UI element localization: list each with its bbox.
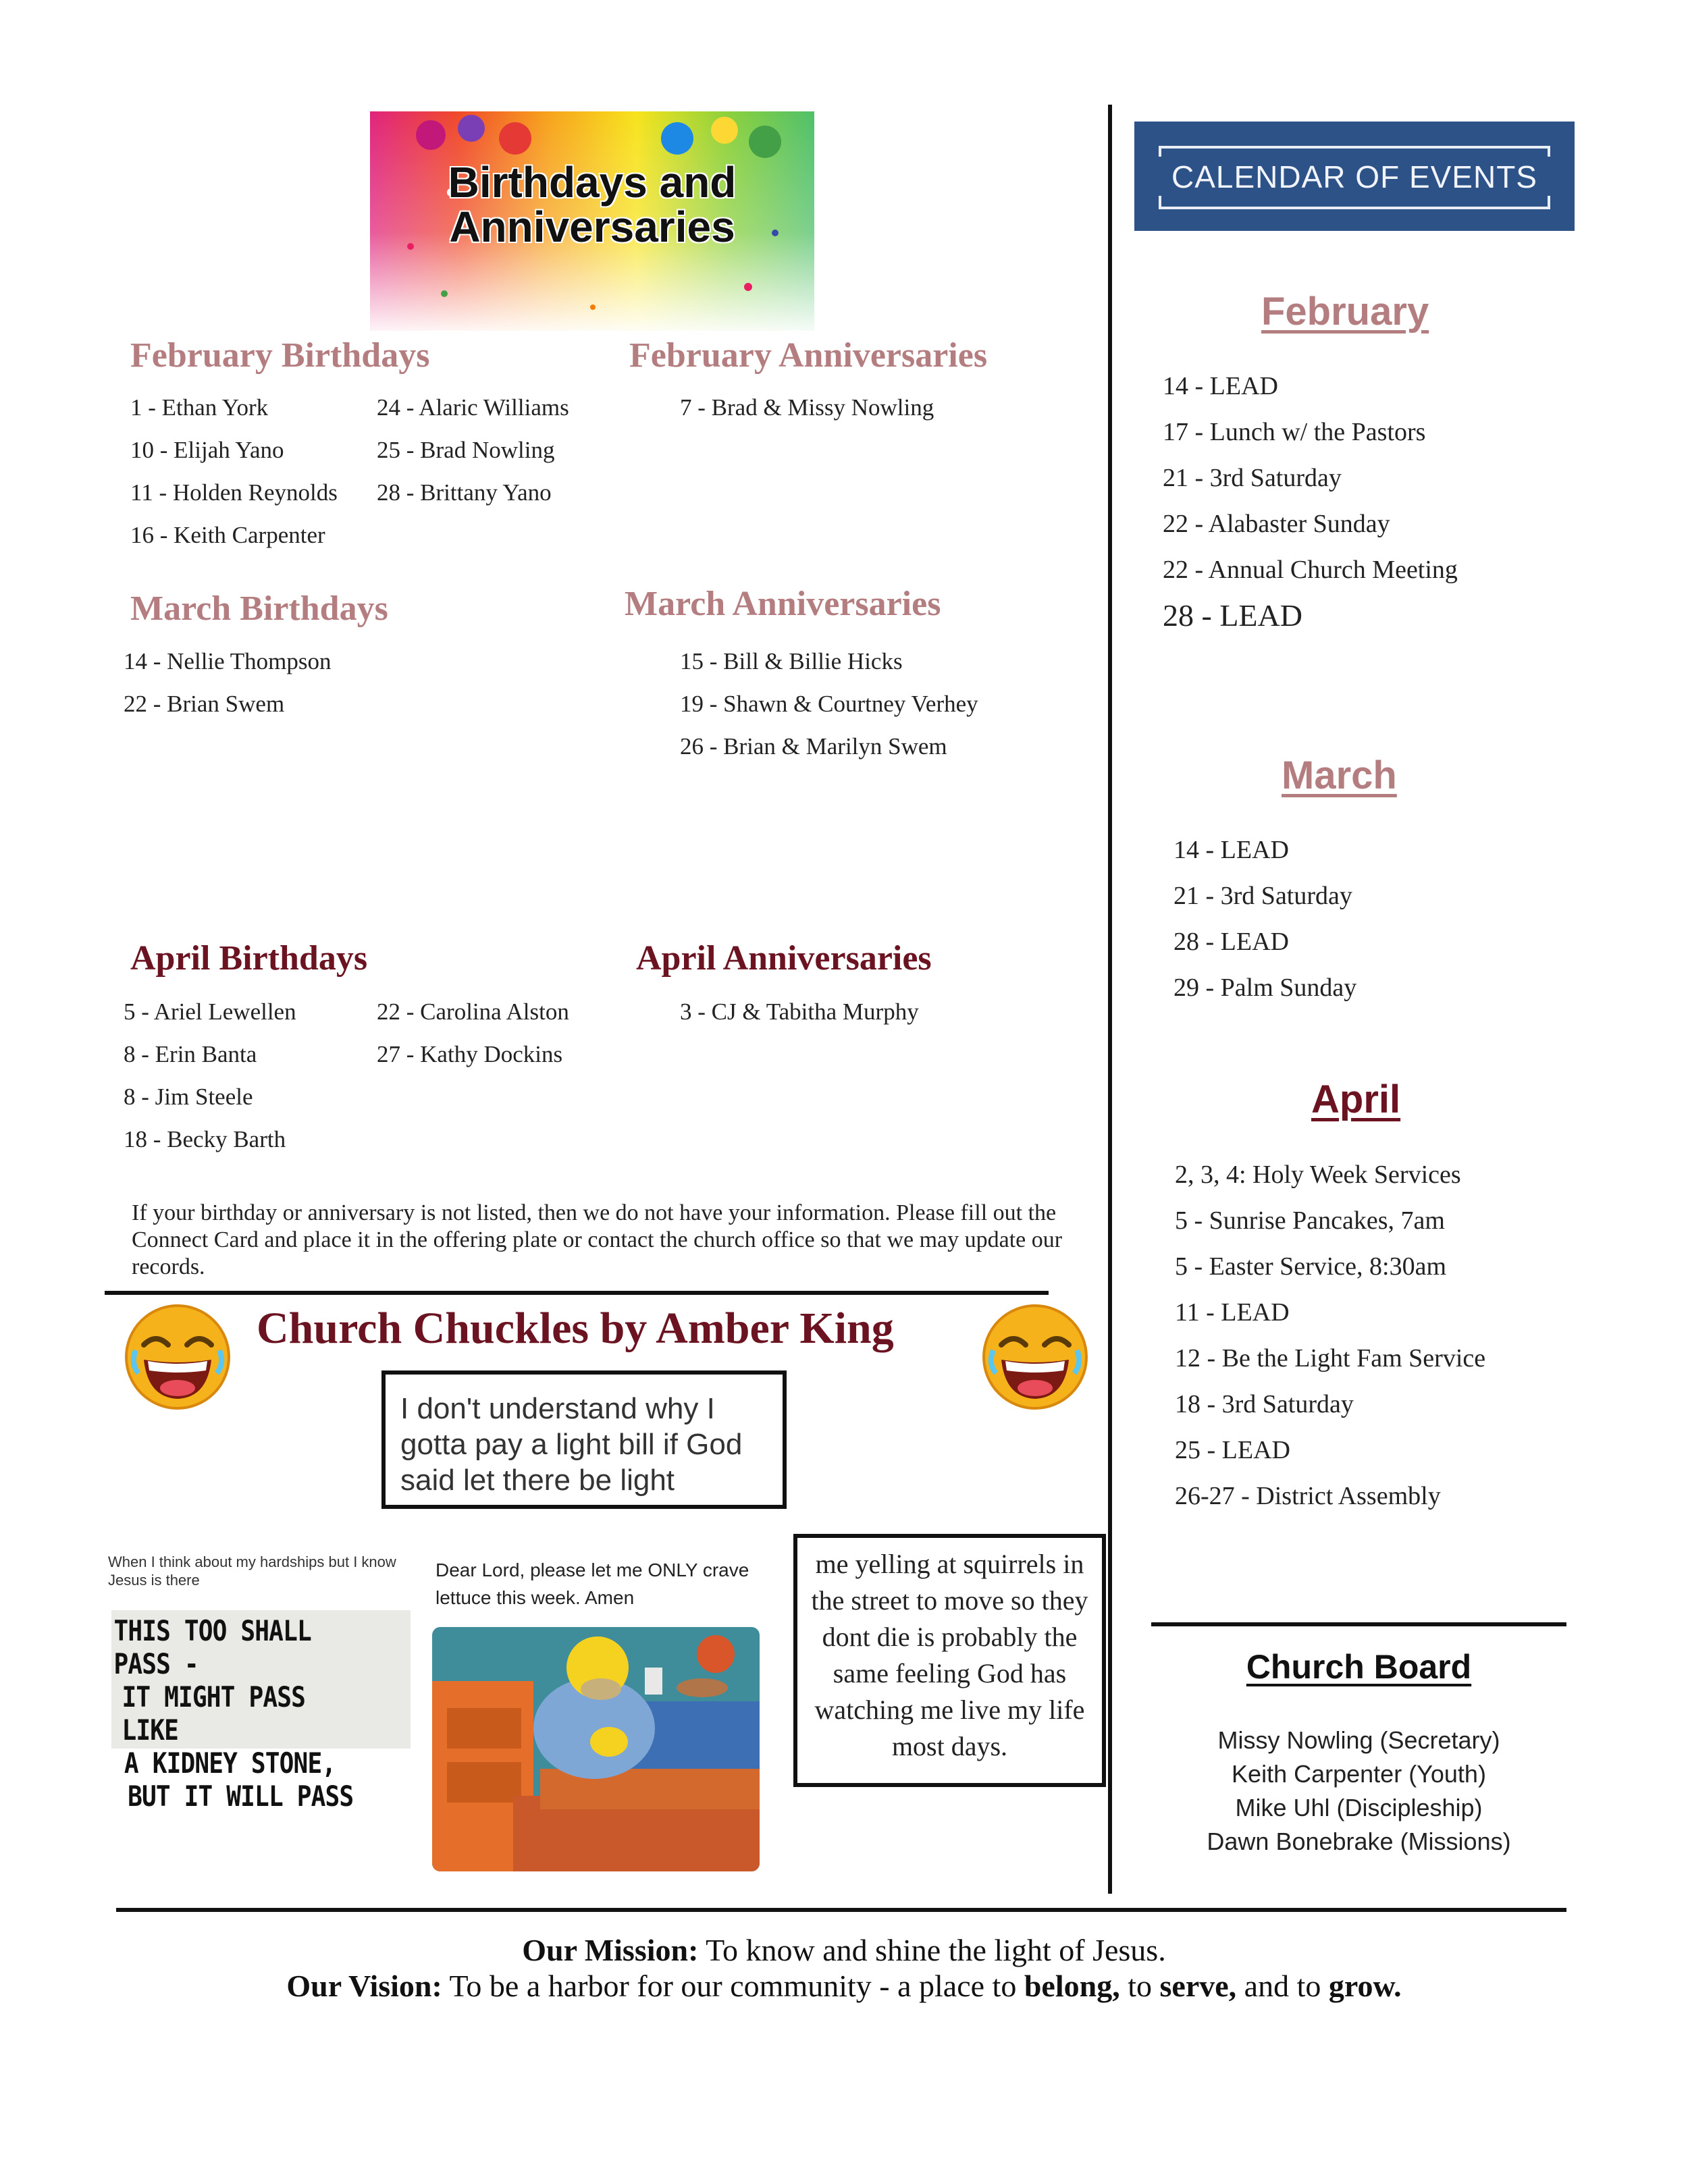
records-notice: If your birthday or anniversary is not listed, then we do not have your information. Please fill out the Connect Card and place it in the offering plate or contact the church office so that we may update our records.	[132, 1200, 1063, 1279]
list-item: 5 - Ariel Lewellen	[124, 998, 296, 1025]
calendar-april-list	[1175, 1152, 1485, 1519]
list-item: 14 - Nellie Thompson	[124, 648, 332, 674]
sign-line: IT MIGHT PASS LIKE	[122, 1680, 306, 1747]
april-birthdays-heading: April Birthdays	[130, 939, 368, 978]
vision-belong: belong,	[1024, 1969, 1120, 2003]
sign-line: BUT IT WILL PASS	[128, 1780, 354, 1813]
light-bill-quote: I don't understand why I gotta pay a light bill if God said let there be light	[400, 1392, 743, 1497]
mission-text: To know and shine the light of Jesus.	[706, 1933, 1166, 1967]
vision-serve: serve,	[1159, 1969, 1237, 2003]
list-item: 26 - Brian & Marilyn Swem	[680, 733, 947, 760]
laughing-face-icon	[124, 1303, 232, 1411]
calendar-banner	[1134, 122, 1575, 231]
event-item: 17 - Lunch w/ the Pastors	[1163, 418, 1426, 446]
mission-label: Our Mission:	[522, 1933, 699, 1967]
vision-label: Our Vision:	[286, 1969, 442, 2003]
event-item: 22 - Alabaster Sunday	[1163, 510, 1390, 538]
list-item: 22 - Brian Swem	[124, 691, 285, 717]
church-board-members	[1151, 1724, 1566, 1859]
list-item: 22 - Carolina Alston	[377, 998, 569, 1025]
sign-line: THIS TOO SHALL PASS -	[113, 1614, 311, 1680]
april-anniversaries-list	[680, 990, 919, 1033]
list-item: 8 - Erin Banta	[124, 1041, 257, 1067]
event-item: 11 - LEAD	[1175, 1298, 1290, 1327]
event-item: 5 - Sunrise Pancakes, 7am	[1175, 1206, 1445, 1235]
calendar-february-list	[1163, 363, 1458, 639]
birthdays-banner	[370, 111, 814, 331]
sign-line: A KIDNEY STONE,	[124, 1747, 336, 1780]
divider-board	[1151, 1622, 1566, 1626]
event-item: 25 - LEAD	[1175, 1436, 1290, 1464]
vision-to: to	[1128, 1969, 1152, 2003]
event-item: 18 - 3rd Saturday	[1175, 1390, 1354, 1418]
praying-cartoon-image	[432, 1627, 760, 1871]
hardship-caption: When I think about my hardships but I know Jesus is there	[108, 1553, 396, 1589]
board-member: Missy Nowling (Secretary)	[1217, 1726, 1500, 1754]
list-item: 15 - Bill & Billie Hicks	[680, 648, 903, 674]
banner-title	[370, 160, 814, 249]
event-item: 14 - LEAD	[1173, 836, 1289, 864]
list-item: 3 - CJ & Tabitha Murphy	[680, 998, 919, 1025]
list-item: 1 - Ethan York	[130, 394, 269, 421]
event-item: 2, 3, 4: Holy Week Services	[1175, 1161, 1461, 1189]
event-item: 12 - Be the Light Fam Service	[1175, 1344, 1486, 1373]
board-member: Mike Uhl (Discipleship)	[1235, 1794, 1483, 1821]
february-anniversaries-heading: February Anniversaries	[629, 336, 988, 375]
march-anniversaries-list	[680, 640, 978, 768]
list-item: 8 - Jim Steele	[124, 1084, 253, 1110]
list-item: 25 - Brad Nowling	[377, 437, 555, 463]
list-item: 24 - Alaric Williams	[377, 394, 569, 421]
list-item: 16 - Keith Carpenter	[130, 522, 325, 548]
event-item: 5 - Easter Service, 8:30am	[1175, 1252, 1447, 1281]
kidney-stone-sign	[111, 1610, 411, 1813]
banner-line-2: Anniversaries	[449, 203, 735, 251]
event-item: 22 - Annual Church Meeting	[1163, 556, 1458, 584]
sign-lines	[111, 1610, 369, 1813]
march-anniversaries-heading: March Anniversaries	[625, 585, 941, 623]
vision-and-to: and to	[1244, 1969, 1321, 2003]
march-birthdays-heading: March Birthdays	[130, 589, 388, 628]
divider-chuckles	[105, 1291, 1049, 1295]
april-birthdays-col2	[377, 990, 569, 1075]
column-divider	[1108, 105, 1112, 1894]
event-item: 28 - LEAD	[1173, 928, 1289, 956]
list-item: 28 - Brittany Yano	[377, 479, 552, 506]
vision-grow: grow.	[1328, 1969, 1402, 2003]
board-member: Keith Carpenter (Youth)	[1232, 1760, 1486, 1788]
event-item: 28 - LEAD	[1163, 598, 1302, 633]
list-item: 11 - Holden Reynolds	[130, 479, 338, 506]
calendar-title: CALENDAR OF EVENTS	[1171, 159, 1537, 194]
squirrels-quote: me yelling at squirrels in the street to move so they dont die is probably the same feeling God has watching me live my life most days.	[811, 1549, 1088, 1761]
february-birthdays-col1	[130, 386, 338, 556]
list-item: 7 - Brad & Missy Nowling	[680, 394, 934, 421]
february-birthdays-heading: February Birthdays	[130, 336, 430, 375]
event-item: 29 - Palm Sunday	[1173, 974, 1357, 1002]
light-bill-quote-box	[381, 1370, 787, 1509]
board-member: Dawn Bonebrake (Missions)	[1207, 1828, 1511, 1855]
event-item: 21 - 3rd Saturday	[1173, 882, 1352, 910]
event-item: 21 - 3rd Saturday	[1163, 464, 1342, 492]
calendar-february-heading: February	[1261, 290, 1429, 334]
laughing-face-icon	[981, 1303, 1089, 1411]
february-anniversaries-list	[680, 386, 934, 429]
church-board-title: Church Board	[1246, 1648, 1472, 1686]
calendar-march-heading: March	[1282, 753, 1397, 797]
april-anniversaries-heading: April Anniversaries	[636, 939, 932, 978]
list-item: 18 - Becky Barth	[124, 1126, 286, 1152]
vision-text: To be a harbor for our community - a place to	[449, 1969, 1017, 2003]
vision-statement	[0, 1968, 1688, 2004]
april-birthdays-col1	[124, 990, 296, 1161]
february-birthdays-col2	[377, 386, 569, 514]
march-birthdays-list	[124, 640, 332, 725]
praying-character-illustration	[432, 1627, 760, 1871]
mission-statement	[0, 1932, 1688, 1969]
divider-footer	[116, 1908, 1566, 1912]
laughing-emoji-left	[124, 1303, 232, 1411]
squirrels-quote-box	[793, 1534, 1106, 1787]
laughing-emoji-right	[981, 1303, 1089, 1411]
calendar-march-list	[1173, 827, 1356, 1011]
chuckles-title: Church Chuckles by Amber King	[257, 1304, 894, 1353]
calendar-april-heading: April	[1311, 1077, 1401, 1121]
banner-line-1: Birthdays and	[448, 158, 737, 207]
list-item: 19 - Shawn & Courtney Verhey	[680, 691, 978, 717]
list-item: 27 - Kathy Dockins	[377, 1041, 563, 1067]
lettuce-caption: Dear Lord, please let me ONLY crave lettuce this week. Amen	[436, 1560, 749, 1608]
list-item: 10 - Elijah Yano	[130, 437, 284, 463]
event-item: 26-27 - District Assembly	[1175, 1482, 1441, 1510]
event-item: 14 - LEAD	[1163, 372, 1278, 400]
